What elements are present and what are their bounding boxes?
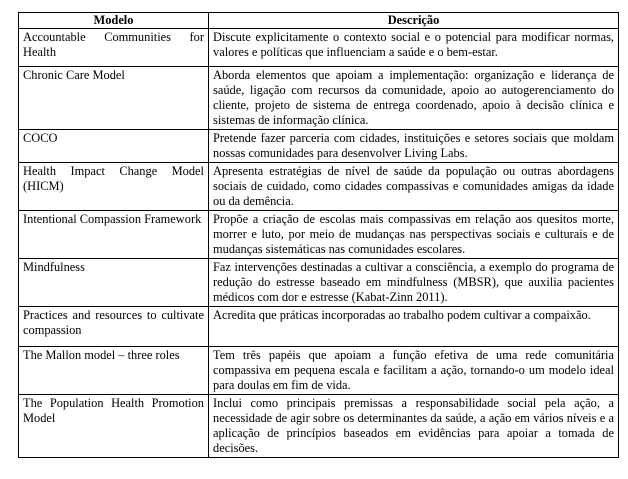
table-row (19, 395, 619, 458)
model-cell: The Mallon model – three roles (19, 347, 209, 395)
model-cell: Accountable Communities for Health (19, 29, 209, 67)
table-row (19, 211, 619, 259)
description-cell: Inclui como principais premissas a responsabilidade social pela ação, a necessidade de agir sobre os determinantes da saúde, a ação em vários níveis e a aplicação de princípios baseados em evidências para apoiar a tomada de decisões. (209, 395, 619, 458)
model-cell: The Population Health Promotion Model (19, 395, 209, 458)
model-cell: Intentional Compassion Framework (19, 211, 209, 259)
table-row (19, 29, 619, 67)
table-row (19, 347, 619, 395)
description-cell: Tem três papéis que apoiam a função efetiva de uma rede comunitária compassiva em pequena escala e facilitam a ação, tornando-o um modelo ideal para doulas em fim de vida. (209, 347, 619, 395)
models-table (18, 12, 619, 458)
table-row (19, 67, 619, 130)
table-row (19, 130, 619, 163)
model-cell: Chronic Care Model (19, 67, 209, 130)
model-cell: COCO (19, 130, 209, 163)
model-cell: Practices and resources to cultivate compassion (19, 307, 209, 347)
model-cell: Mindfulness (19, 259, 209, 307)
description-cell: Faz intervenções destinadas a cultivar a consciência, a exemplo do programa de redução do estresse baseado em mindfulness (MBSR), que auxilia pacientes médicos com dor e estresse (Kabat-Zinn 2011). (209, 259, 619, 307)
description-cell: Aborda elementos que apoiam a implementação: organização e liderança de saúde, ligação com recursos da comunidade, apoio ao autogerenciamento do cliente, projeto de sistema de entrega coordenado, apoio à decisão clínica e sistemas de informação clínica. (209, 67, 619, 130)
table-row (19, 163, 619, 211)
model-cell: Health Impact Change Model (HICM) (19, 163, 209, 211)
description-cell: Pretende fazer parceria com cidades, instituições e setores sociais que moldam nossas comunidades para desenvolver Living Labs. (209, 130, 619, 163)
header-row (19, 13, 619, 29)
table-row (19, 307, 619, 347)
description-cell: Acredita que práticas incorporadas ao trabalho podem cultivar a compaixão. (209, 307, 619, 347)
table-row (19, 259, 619, 307)
header-description: Descrição (209, 13, 619, 29)
header-model: Modelo (19, 13, 209, 29)
description-cell: Apresenta estratégias de nível de saúde da população ou outras abordagens sociais de cuidado, como cidades compassivas e comunidades amigas da idade ou da demência. (209, 163, 619, 211)
description-cell: Propõe a criação de escolas mais compassivas em relação aos quesitos morte, morrer e luto, por meio de mudanças nas perspectivas sociais e culturais e de mudanças sistemáticas nas comunidades escolares. (209, 211, 619, 259)
description-cell: Discute explicitamente o contexto social e o potencial para modificar normas, valores e políticas que influenciam a saúde e o bem-estar. (209, 29, 619, 67)
